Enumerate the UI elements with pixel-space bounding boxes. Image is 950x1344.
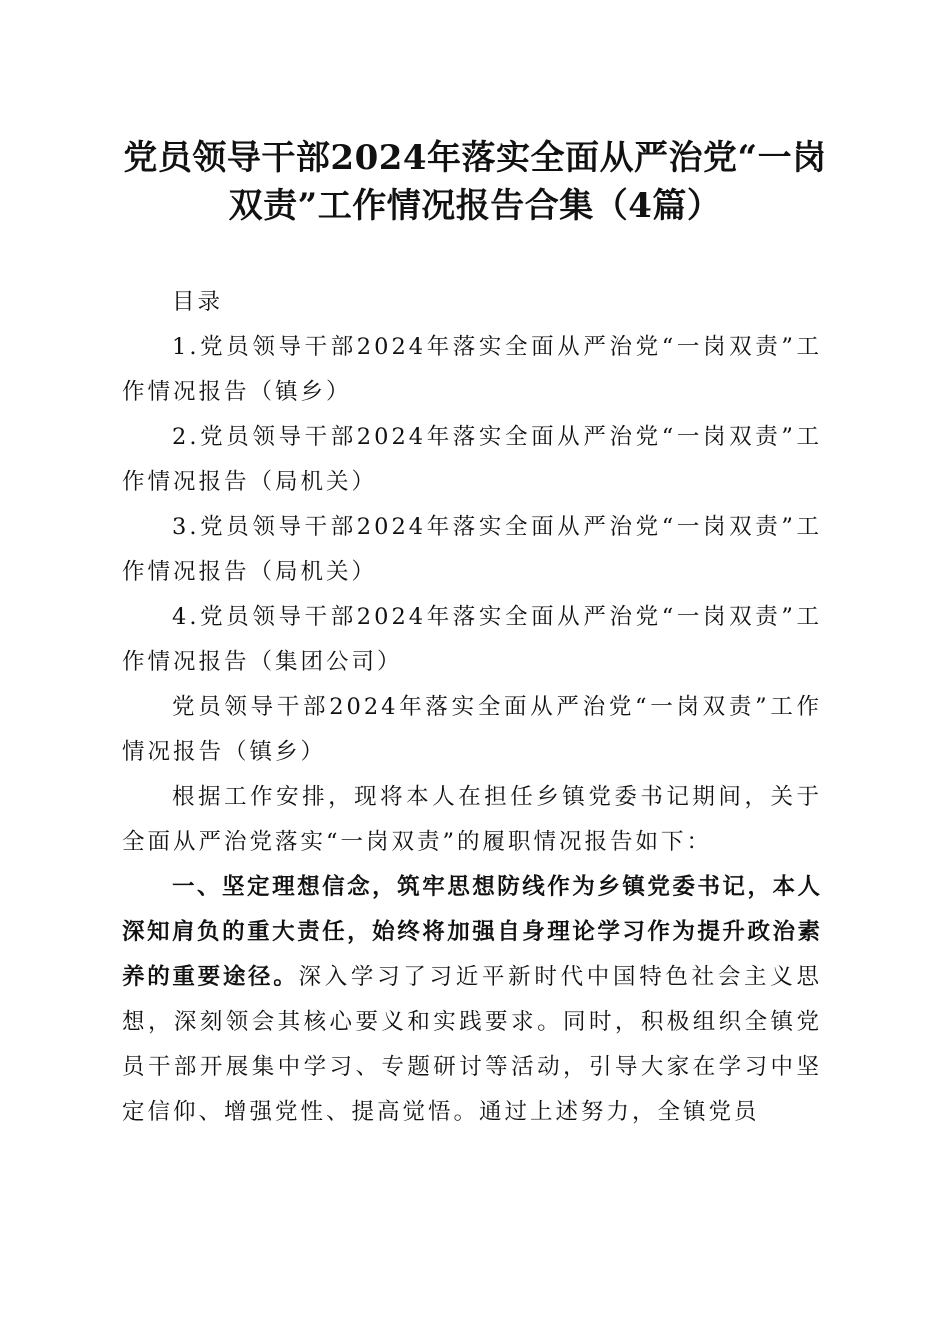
toc-item-4: 4.党员领导干部2024年落实全面从严治党“一岗双责”工作情况报告（集团公司） (122, 604, 822, 675)
intro-paragraph: 根据工作安排，现将本人在担任乡镇党委书记期间，关于全面从严治党落实“一岗双责”的履职情况报告如下： (122, 784, 822, 855)
point-1-body: 深入学习了习近平新时代中国特色社会主义思想，深刻领会其核心要义和实践要求。同时，积极组织全镇党员干部开展集中学习、专题研讨等活动，引导大家在学习中坚定信仰、增强党性、提高觉悟。通过上述努力，全镇党员 (122, 964, 822, 1125)
toc-item-2: 2.党员领导干部2024年落实全面从严治党“一岗双责”工作情况报告（局机关） (122, 424, 822, 495)
point-1-paragraph (122, 865, 822, 1135)
document-title: 党员领导干部2024年落实全面从严治党“一岗双责”工作情况报告合集（4篇） (123, 138, 827, 226)
toc-heading: 目录 (172, 289, 224, 315)
section-title: 党员领导干部2024年落实全面从严治党“一岗双责”工作情况报告（镇乡） (122, 694, 822, 765)
toc-item-1: 1.党员领导干部2024年落实全面从严治党“一岗双责”工作情况报告（镇乡） (122, 334, 822, 405)
point-1-heading: 一、坚定理想信念，筑牢思想防线作为乡镇党委书记，本人深知肩负的重大责任，始终将加强自身理论学习作为提升政治素养的重要途径。 (122, 874, 822, 990)
document-body (122, 280, 822, 1135)
toc-item-3: 3.党员领导干部2024年落实全面从严治党“一岗双责”工作情况报告（局机关） (122, 514, 822, 585)
